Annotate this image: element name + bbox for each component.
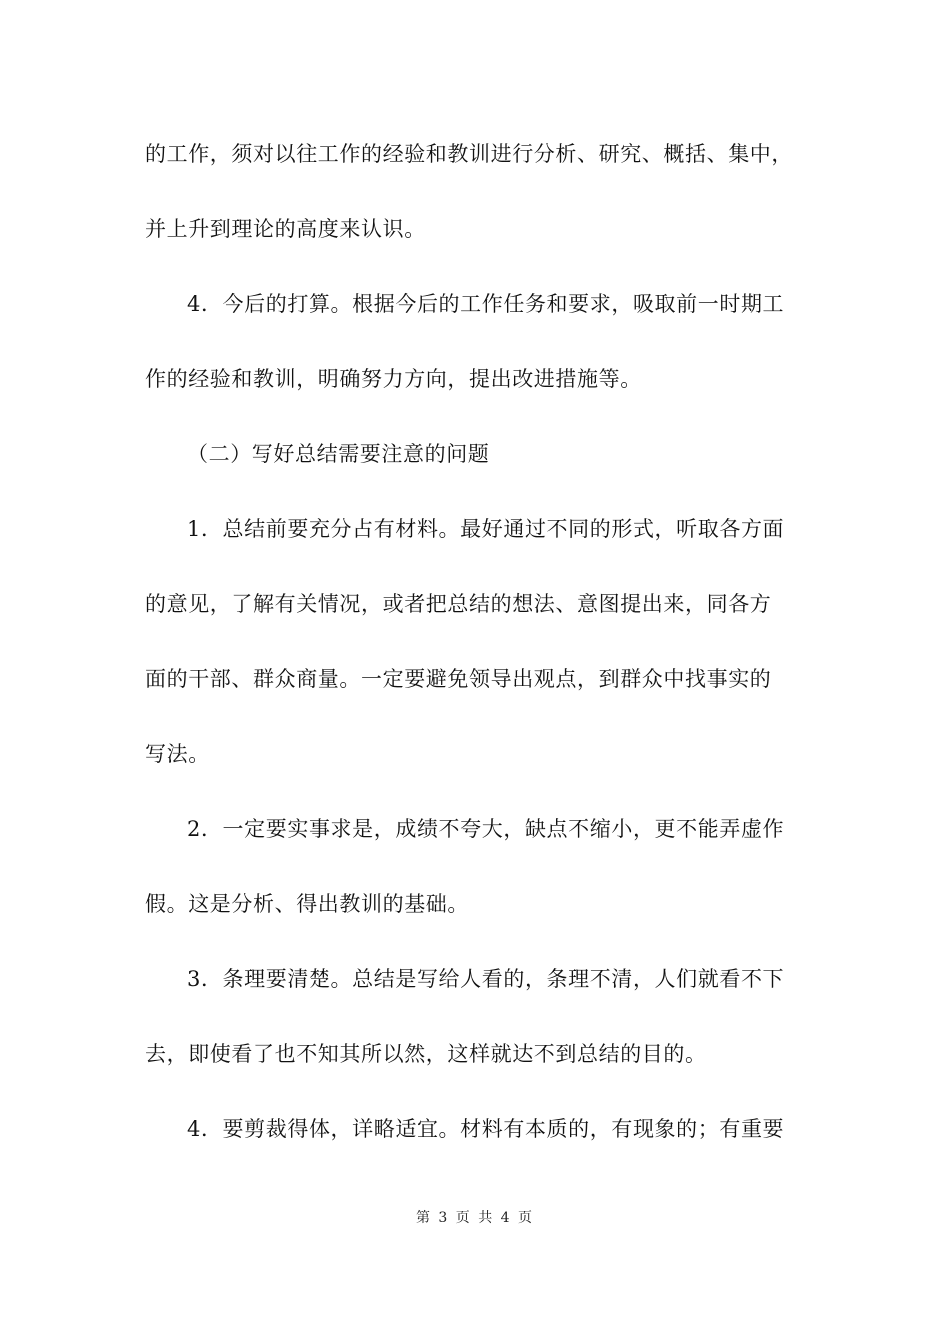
paragraph-line: 假。这是分析、得出教训的基础。 [145,892,469,916]
paragraph-line: 并上升到理论的高度来认识。 [145,217,426,241]
paragraph-line: 4．今后的打算。根据今后的工作任务和要求，吸取前一时期工 [187,292,785,316]
section-heading: （二）写好总结需要注意的问题 [187,442,490,466]
paragraph-line: 去，即使看了也不知其所以然，这样就达不到总结的目的。 [145,1042,707,1066]
paragraph-line: 作的经验和教训，明确努力方向，提出改进措施等。 [145,367,642,391]
paragraph-line: 面的干部、群众商量。一定要避免领导出观点，到群众中找事实的 [145,667,772,691]
page-number-footer: 第 3 页 共 4 页 [415,1210,535,1226]
paragraph-line: 的意见，了解有关情况，或者把总结的想法、意图提出来，同各方 [145,592,772,616]
paragraph-line: 1．总结前要充分占有材料。最好通过不同的形式，听取各方面 [187,517,785,541]
paragraph-line: 写法。 [145,742,210,766]
paragraph-line: 3．条理要清楚。总结是写给人看的，条理不清，人们就看不下 [187,967,785,991]
paragraph-line: 2．一定要实事求是，成绩不夸大，缺点不缩小，更不能弄虚作 [187,817,785,841]
paragraph-line: 的工作，须对以往工作的经验和教训进行分析、研究、概括、集中， [145,142,793,166]
paragraph-line: 4．要剪裁得体，详略适宜。材料有本质的，有现象的；有重要 [187,1117,785,1141]
